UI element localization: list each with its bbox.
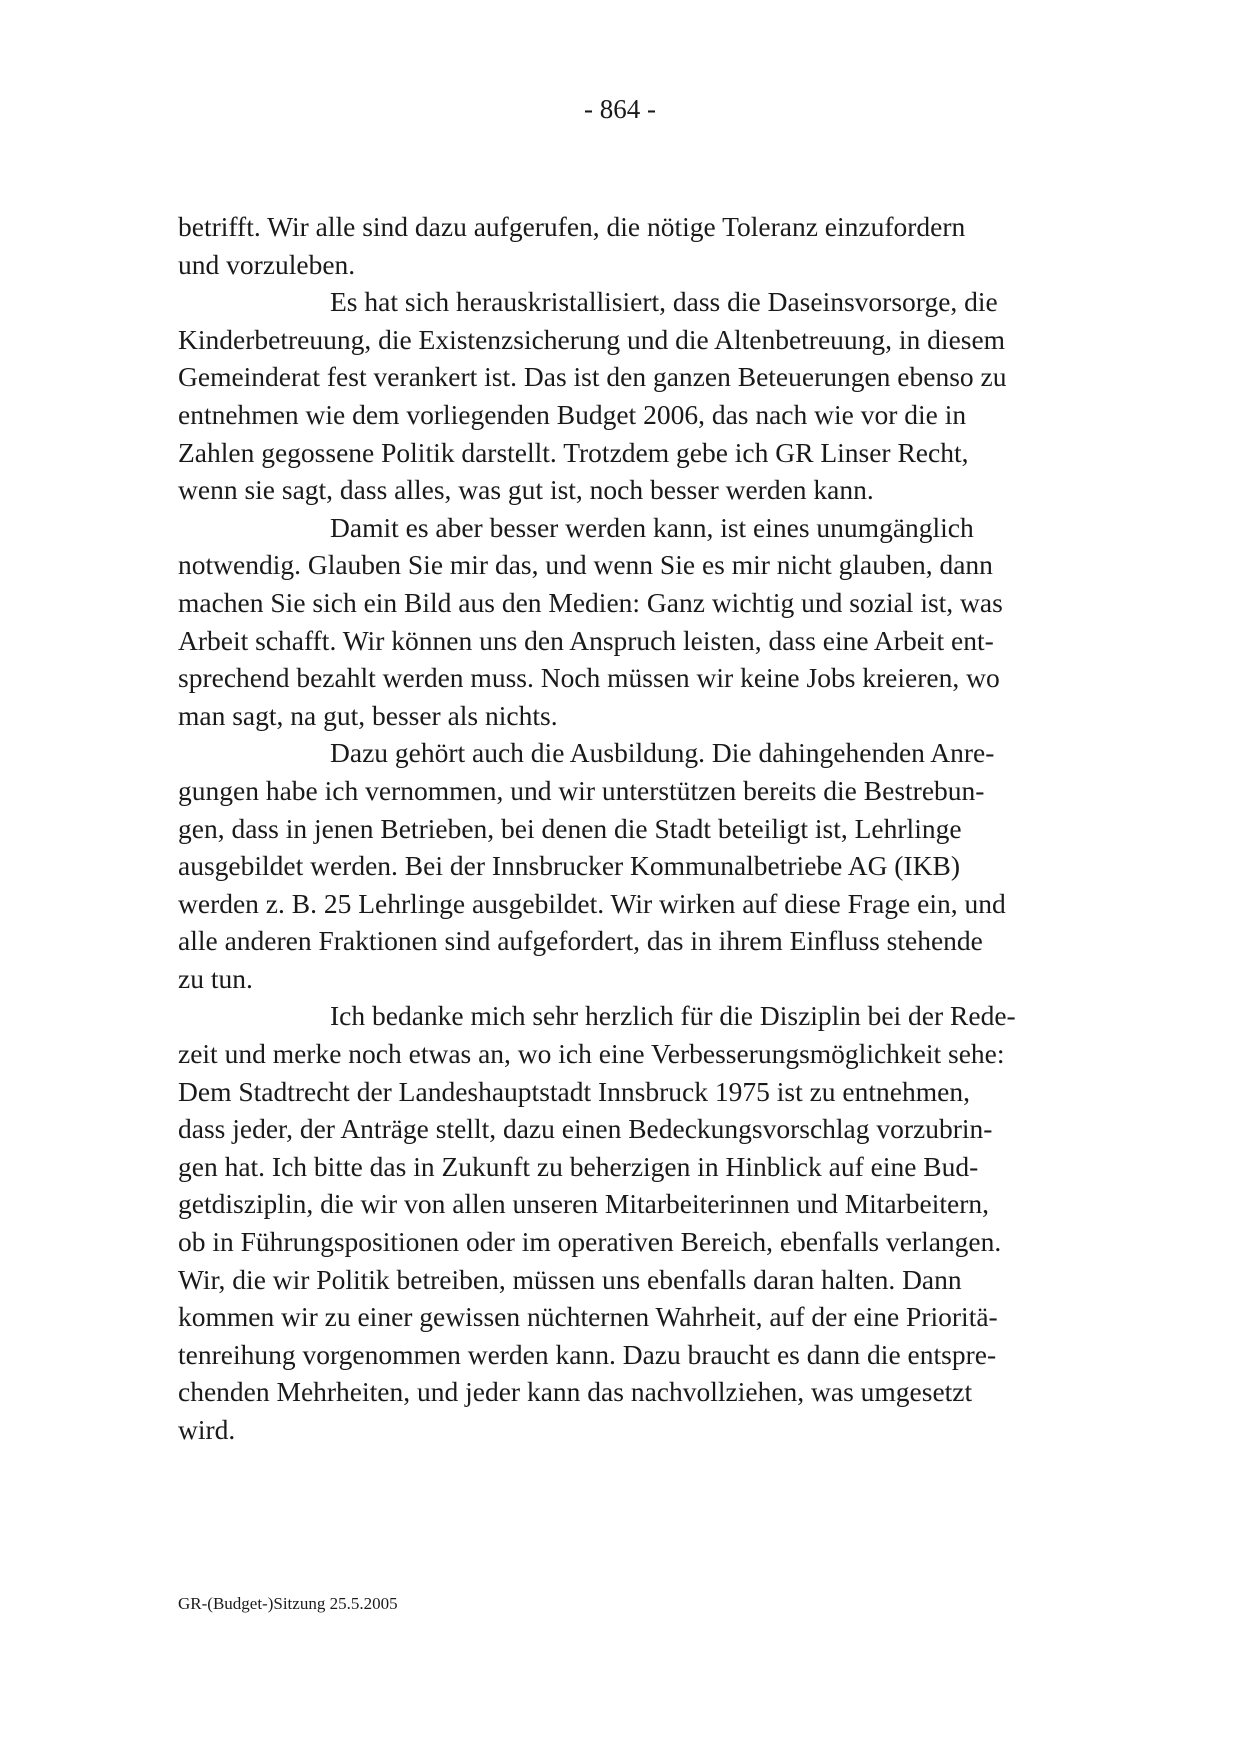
text-line: man sagt, na gut, besser als nichts. [178,699,558,731]
page-number: - 864 - [584,94,656,124]
text-line: alle anderen Fraktionen sind aufgefordert, das in ihrem Einfluss stehende [178,925,983,957]
text-line: Gemeinderat fest verankert ist. Das ist den ganzen Beteuerungen ebenso zu [178,361,1007,393]
paragraph-first-line: Ich bedanke mich sehr herzlich für die Disziplin bei der Rede- [330,1000,1016,1032]
text-line: notwendig. Glauben Sie mir das, und wenn Sie es mir nicht glauben, dann [178,549,993,581]
text-line: chenden Mehrheiten, und jeder kann das nachvollziehen, was umgesetzt [178,1376,973,1408]
text-line: zu tun. [178,962,253,994]
paragraph-first-line: Damit es aber besser werden kann, ist eines unumgänglich [330,511,974,543]
text-line: Dem Stadtrecht der Landeshauptstadt Innsbruck 1975 ist zu entnehmen, [178,1075,970,1107]
text-line: betrifft. Wir alle sind dazu aufgerufen, die nötige Toleranz einzufordern [178,211,966,242]
text-line: wenn sie sagt, dass alles, was gut ist, noch besser werden kann. [178,474,874,506]
paragraph-first-line: Es hat sich herauskristallisiert, dass die Daseinsvorsorge, die [330,286,998,318]
text-line: ob in Führungspositionen oder im operativen Bereich, ebenfalls verlangen. [178,1226,1002,1258]
text-line: gen hat. Ich bitte das in Zukunft zu beherzigen in Hinblick auf eine Bud- [178,1150,979,1182]
text-line: entnehmen wie dem vorliegenden Budget 2006, das nach wie vor die in [178,398,967,430]
text-line: kommen wir zu einer gewissen nüchternen Wahrheit, auf der eine Prioritä- [178,1301,998,1333]
text-line: und vorzuleben. [178,248,356,280]
text-line: Zahlen gegossene Politik darstellt. Trotzdem gebe ich GR Linser Recht, [178,436,969,468]
body-text [178,208,1068,1449]
text-line: tenreihung vorgenommen werden kann. Dazu braucht es dann die entspre- [178,1338,997,1370]
text-line: sprechend bezahlt werden muss. Noch müssen wir keine Jobs kreieren, wo [178,662,1000,694]
text-line: zeit und merke noch etwas an, wo ich eine Verbesserungsmöglichkeit sehe: [178,1038,1005,1070]
text-line: dass jeder, der Anträge stellt, dazu einen Bedeckungsvorschlag vorzubrin- [178,1113,993,1145]
footer-session-date: GR-(Budget-)Sitzung 25.5.2005 [178,1594,398,1613]
text-line: Arbeit schafft. Wir können uns den Anspruch leisten, dass eine Arbeit ent- [178,624,994,656]
paragraph-first-line: Dazu gehört auch die Ausbildung. Die dahingehenden Anre- [330,737,995,769]
text-line: werden z. B. 25 Lehrlinge ausgebildet. Wir wirken auf diese Frage ein, und [178,887,1006,919]
text-line: gen, dass in jenen Betrieben, bei denen die Stadt beteiligt ist, Lehrlinge [178,812,962,844]
text-line: machen Sie sich ein Bild aus den Medien: Ganz wichtig und sozial ist, was [178,586,1003,618]
text-line: ausgebildet werden. Bei der Innsbrucker Kommunalbetriebe AG (IKB) [178,850,960,882]
text-line: wird. [178,1414,236,1445]
text-line: getdisziplin, die wir von allen unseren Mitarbeiterinnen und Mitarbeitern, [178,1188,990,1220]
text-line: Wir, die wir Politik betreiben, müssen uns ebenfalls daran halten. Dann [178,1263,962,1295]
text-line: gungen habe ich vernommen, und wir unterstützen bereits die Bestrebun- [178,774,985,806]
text-line: Kinderbetreuung, die Existenzsicherung und die Altenbetreuung, in diesem [178,323,1006,355]
